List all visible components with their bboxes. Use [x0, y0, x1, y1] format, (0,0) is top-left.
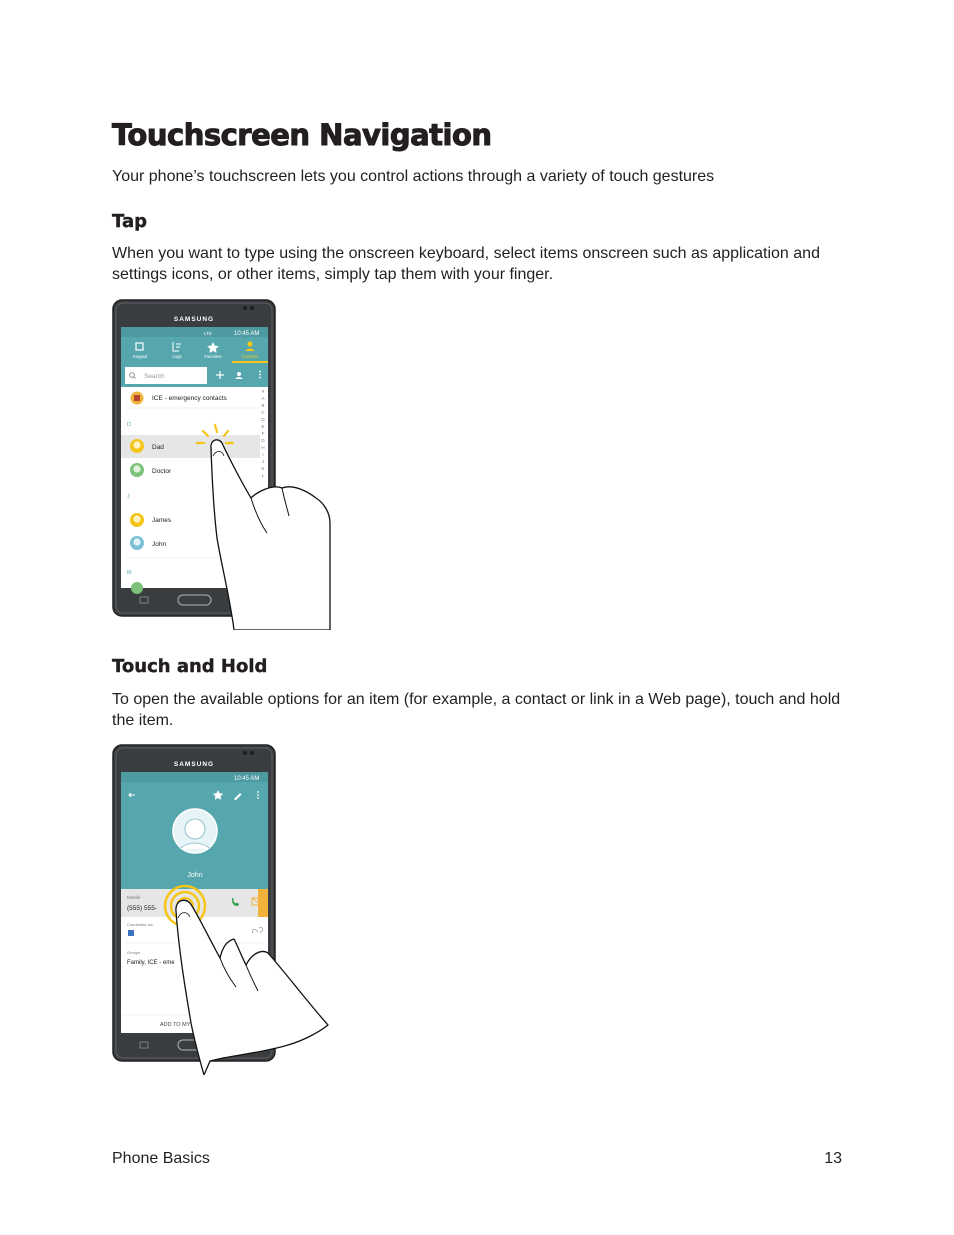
brand-logo: SAMSUNG: [173, 761, 215, 768]
mobile-label: Mobile: [127, 895, 141, 900]
index-letter[interactable]: K: [261, 466, 265, 471]
touch-hold-figure: [112, 743, 332, 1075]
contact-dad[interactable]: Dad: [152, 444, 164, 451]
add-to-button[interactable]: ADD TO MY: [160, 1022, 191, 1028]
contact-name: John: [187, 872, 203, 879]
index-letter[interactable]: F: [261, 431, 265, 436]
index-letter[interactable]: J: [261, 459, 265, 464]
index-letter[interactable]: I: [262, 452, 264, 457]
index-letter[interactable]: D: [261, 417, 265, 422]
brand-logo: SAMSUNG: [173, 316, 215, 323]
index-letter[interactable]: G: [261, 438, 265, 443]
section-body-touch-hold: To open the available options for an item (for example, a contact or link in a Web page), touch and hold the item.: [112, 691, 841, 729]
tab-favorites[interactable]: Favorites: [204, 354, 222, 359]
index-letter[interactable]: H: [261, 445, 265, 450]
mobile-value[interactable]: (555) 555-: [127, 905, 157, 912]
section-d: D: [127, 422, 131, 428]
tab-contacts[interactable]: Contacts: [241, 354, 259, 359]
index-letter[interactable]: #: [261, 389, 265, 394]
ice-label[interactable]: ICE - emergency contacts: [152, 395, 227, 402]
tap-figure: [112, 298, 332, 630]
groups-label: Groups: [127, 950, 141, 955]
index-letter[interactable]: E: [261, 424, 265, 429]
section-j: J: [127, 494, 130, 500]
search-input[interactable]: Search: [144, 373, 165, 380]
groups-value: Family, ICE - eme: [127, 960, 175, 966]
page-title: Touchscreen Navigation: [112, 118, 492, 152]
contact-john[interactable]: John: [152, 541, 167, 548]
footer-page-number: 13: [824, 1150, 842, 1167]
index-letter[interactable]: L: [261, 473, 265, 478]
tab-logs[interactable]: Logs: [172, 354, 182, 359]
tab-keypad[interactable]: Keypad: [132, 354, 148, 359]
section-heading-touch-hold: Touch and Hold: [112, 656, 268, 677]
status-time: 10:45 AM: [234, 776, 260, 782]
section-m: M: [127, 570, 132, 576]
index-letter[interactable]: A: [261, 396, 265, 401]
contact-james[interactable]: James: [152, 517, 172, 524]
contact-doctor[interactable]: Doctor: [152, 468, 172, 475]
footer-section: Phone Basics: [112, 1150, 210, 1167]
index-letter[interactable]: B: [261, 403, 265, 408]
status-lte: LTE: [204, 331, 212, 336]
index-letter[interactable]: C: [261, 410, 265, 415]
intro-paragraph: Your phone’s touchscreen lets you control actions through a variety of touch gestures: [112, 168, 715, 185]
status-time: 10:45 AM: [234, 331, 260, 337]
connected-label: Connected via: [127, 922, 153, 927]
section-body-tap: When you want to type using the onscreen keyboard, select items onscreen such as application and settings icons, or other items, simply tap them with your finger.: [112, 245, 820, 283]
section-heading-tap: Tap: [112, 211, 147, 232]
